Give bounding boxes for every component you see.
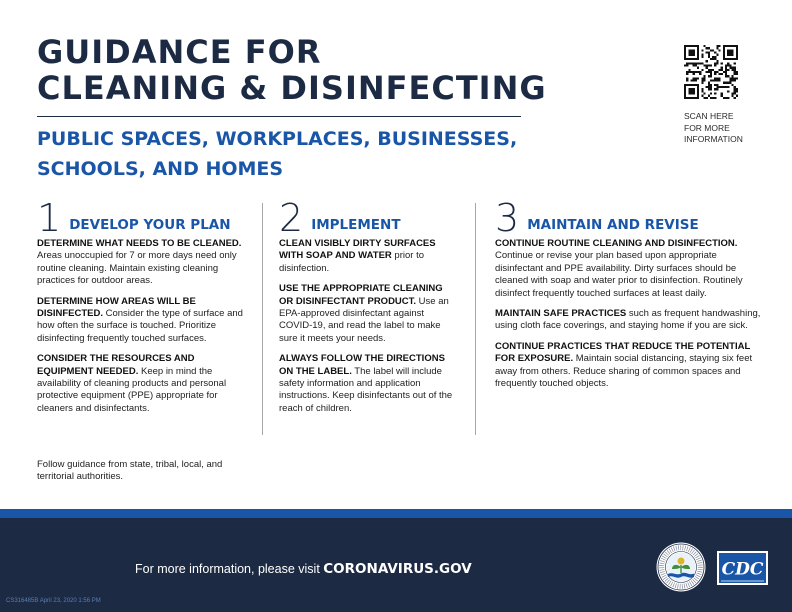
page-subtitle [37, 124, 557, 184]
step-1-item: DETERMINE WHAT NEEDS TO BE CLEANED. Areas unoccupied for 7 or more days need only routine cleaning. Maintain existing cleaning practices for outdoor areas. [37, 238, 242, 287]
step-3-header [495, 196, 763, 240]
epa-seal-logo [656, 542, 706, 592]
column-divider [262, 203, 263, 435]
step-3-item: CONTINUE PRACTICES THAT REDUCE THE POTENTIAL FOR EXPOSURE. Maintain social distancing, staying six feet away from others. Reduce sharing of common spaces and frequently touched objects. [495, 340, 753, 390]
step-2-column [279, 196, 459, 423]
document-code: CS316485B April 23, 2020 1:56 PM [6, 598, 101, 604]
qr-caption [684, 111, 764, 146]
step-2-item: USE THE APPROPRIATE CLEANING OR DISINFECTANT PRODUCT. Use an EPA-approved disinfectant against COVID-19, and read the label to make sure it meets your needs. [279, 283, 449, 344]
step-3-item: MAINTAIN SAFE PRACTICES such as frequent handwashing, using cloth face coverings, and staying home if you are sick. [495, 308, 761, 332]
column-divider [475, 203, 476, 435]
step-1-number: 1 [37, 196, 62, 240]
qr-code[interactable] [684, 45, 738, 99]
step-1-item: DETERMINE HOW AREAS WILL BE DISINFECTED. Consider the type of surface and how often the surface is touched. Prioritize disinfecting frequently touched surfaces. [37, 295, 243, 344]
footer-accent-stripe [0, 509, 792, 518]
title-line-2: CLEANING & DISINFECTING [37, 69, 547, 107]
title-line-1: GUIDANCE FOR [37, 33, 322, 71]
cdc-logo [717, 551, 768, 585]
page-title [37, 34, 547, 106]
step-3-number: 3 [495, 196, 520, 240]
subtitle-line-2: SCHOOLS, AND HOMES [37, 158, 284, 180]
more-info-text: For more information, please visit [135, 562, 324, 576]
qr-caption-line-1: SCAN HERE [684, 111, 734, 121]
title-divider [37, 116, 521, 117]
step-3-title: MAINTAIN AND REVISE [527, 217, 699, 233]
step-2-header [279, 196, 459, 240]
step-2-item: CLEAN VISIBLY DIRTY SURFACES WITH SOAP AND WATER prior to disinfection. [279, 238, 436, 274]
step-1-item: CONSIDER THE RESOURCES AND EQUIPMENT NEEDED. Keep in mind the availability of cleaning products and personal protective equipment (PPE) appropriate for cleaners and disinfectants. [37, 353, 227, 414]
coronavirus-gov-link[interactable]: CORONAVIRUS.GOV [323, 561, 472, 577]
step-1-column [37, 196, 249, 423]
authority-footnote: Follow guidance from state, tribal, local, and territorial authorities. [37, 459, 223, 483]
step-1-header [37, 196, 249, 240]
step-3-item: CONTINUE ROUTINE CLEANING AND DISINFECTION. Continue or revise your plan based upon appropriate disinfectant and PPE availability. Dirty surfaces should be cleaned with soap and water prior to disinfection. Routinely disinfect frequently touched surfaces at least daily. [495, 238, 743, 299]
step-1-title: DEVELOP YOUR PLAN [69, 217, 231, 233]
subtitle-line-1: PUBLIC SPACES, WORKPLACES, BUSINESSES, [37, 128, 518, 150]
step-2-item: ALWAYS FOLLOW THE DIRECTIONS ON THE LABEL. The label will include safety information and application instructions. Keep disinfectants out of the reach of children. [279, 353, 453, 414]
more-info-line [135, 560, 472, 578]
qr-caption-line-3: INFORMATION [684, 134, 743, 144]
step-2-number: 2 [279, 196, 304, 240]
step-3-column [495, 196, 763, 398]
qr-caption-line-2: FOR MORE [684, 122, 730, 133]
step-2-title: IMPLEMENT [311, 217, 401, 233]
cdc-logo-text: CDC [721, 559, 764, 580]
